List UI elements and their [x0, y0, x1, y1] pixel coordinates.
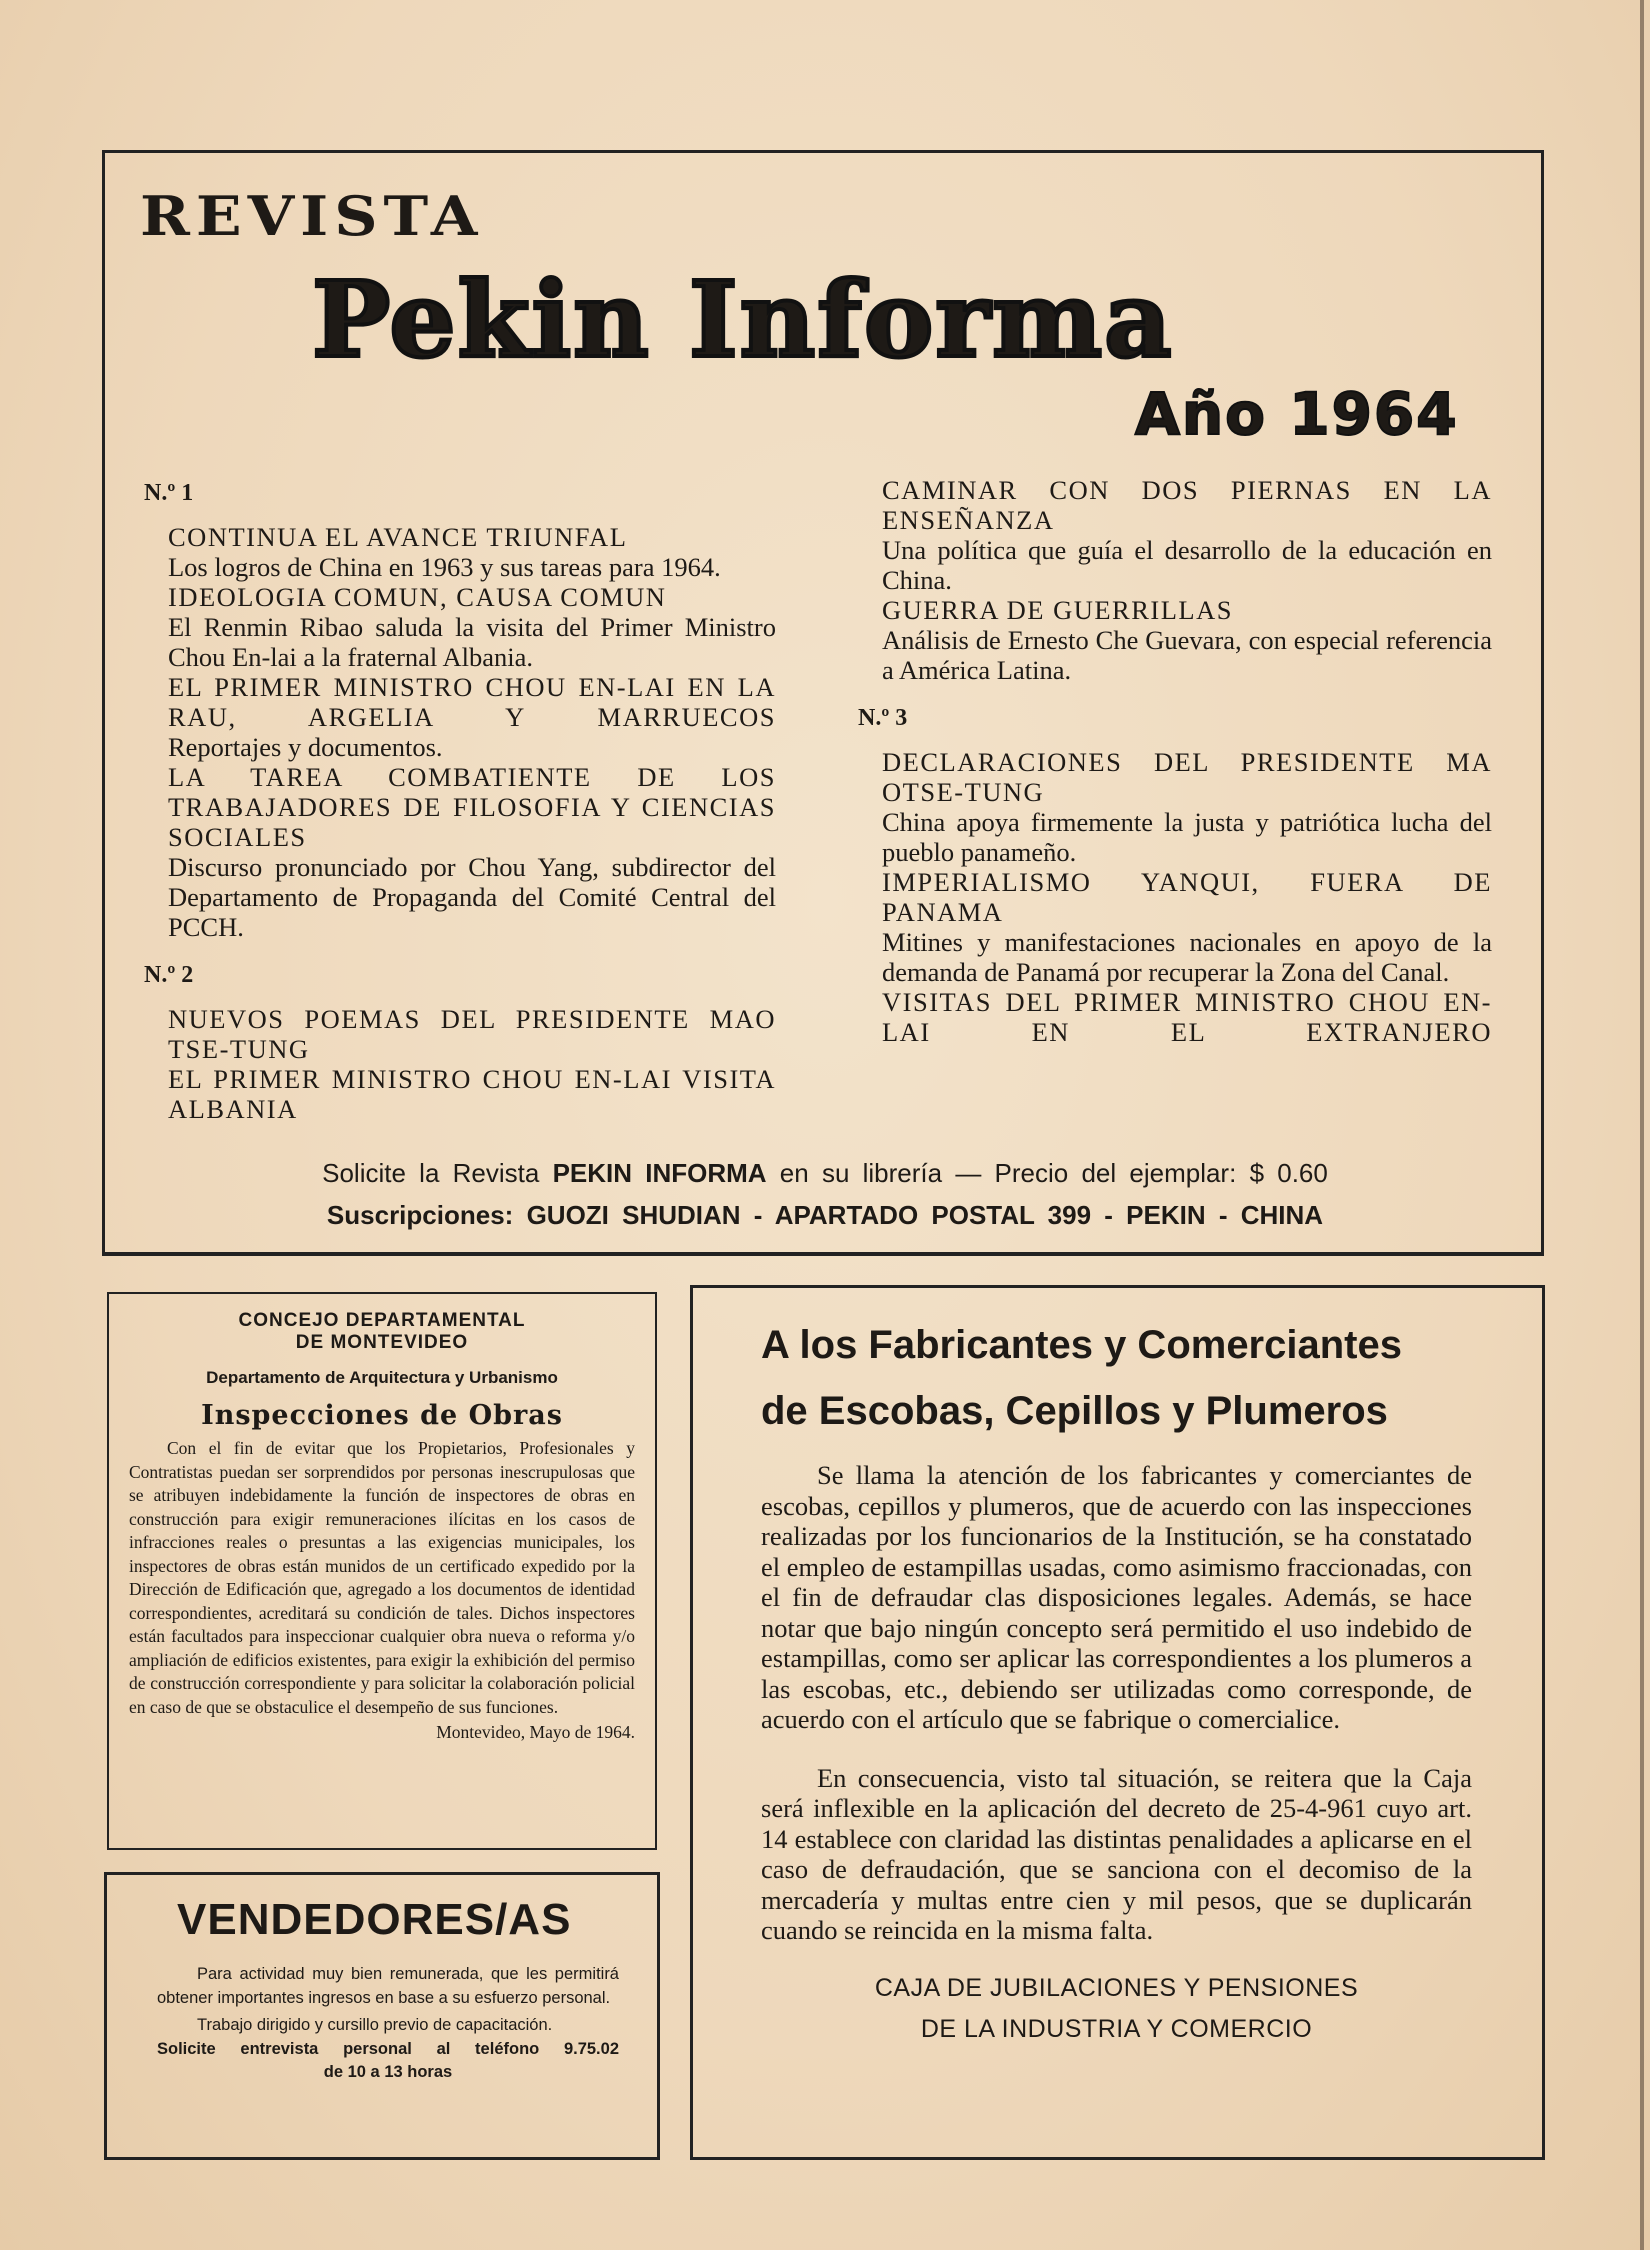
concejo-dept: Departamento de Arquitectura y Urbanismo: [206, 1368, 558, 1387]
article-heading: GUERRA DE GUERRILLAS: [882, 595, 1233, 625]
subscription-pre: Suscripciones:: [326, 1200, 514, 1230]
concejo-body: Con el fin de evitar que los Propietarios, Profesionales y Contratistas puedan ser sorprendidos por personas inescrupulosas que se atribuyen indebidamente la función de inspectores de obras en construcción para exigir remuneraciones ilícitas en los casos de infracciones reales o presuntas a las exigencias municipales, los inspectores de obras están munidos de un certificado expedido por la Dirección de Edificación que, agregado a los documentos de identidad correspondientes, acreditará su condición de tales. Dichos inspectores están facultados para inspeccionar cualquier obra nueva o reforma y/o ampliación de edificios existentes, para exigir la exhibición del permiso de construcción correspondiente y para solicitar la colaboración policial en caso de que se obstaculice el desempeño de sus funciones.: [129, 1438, 635, 1717]
caja-ad: [690, 1285, 1545, 2160]
article-heading: VISITAS DEL PRIMER MINISTRO CHOU EN-LAI EN EL EXTRANJERO: [882, 987, 1492, 1047]
caja-paragraph-2: En consecuencia, visto tal situación, se reitera que la Caja será inflexible en la aplicación del decreto de 25-4-961 cuyo art. 14 establece con claridad las distintas penalidades a aplicarse en el caso de defraudación, que se sanciona con el decomiso de la mercadería y multas entre cien y mil pesos, que se duplicarán cuando se reincida en la misma falta.: [761, 1762, 1472, 1945]
concejo-ad: [107, 1292, 657, 1850]
article-heading: LA TAREA COMBATIENTE DE LOS TRABAJADORES DE FILOSOFIA Y CIENCIAS SOCIALES: [168, 762, 776, 852]
article-text: Reportajes y documentos.: [168, 732, 443, 762]
article-text: Los logros de China en 1963 y sus tareas para 1964.: [168, 552, 721, 582]
article-heading: EL PRIMER MINISTRO CHOU EN-LAI VISITA ALBANIA: [168, 1064, 776, 1124]
article-text: Una política que guía el desarrollo de la educación en China.: [882, 535, 1492, 595]
order-pre: Solicite la Revista: [322, 1158, 540, 1188]
article-heading: NUEVOS POEMAS DEL PRESIDENTE MAO TSE-TUNG: [168, 1004, 776, 1064]
article-heading: CAMINAR CON DOS PIERNAS EN LA ENSEÑANZA: [882, 475, 1492, 535]
concejo-title: Inspecciones de Obras: [201, 1400, 563, 1431]
subscription-text: GUOZI SHUDIAN - APARTADO POSTAL 399 - PEKIN - CHINA: [526, 1200, 1324, 1230]
article-heading: IMPERIALISMO YANQUI, FUERA DE PANAMA: [882, 867, 1492, 927]
order-price: $ 0.60: [1249, 1158, 1328, 1188]
right-page-edge: [1640, 0, 1644, 2250]
article-heading: IDEOLOGIA COMUN, CAUSA COMUN: [168, 582, 667, 612]
vendedores-hours: de 10 a 13 horas: [323, 2063, 453, 2081]
article-text: China apoya firmemente la justa y patriótica lucha del pueblo panameño.: [882, 807, 1492, 867]
order-line: [0, 1158, 1650, 1189]
vendedores-title: VENDEDORES/AS: [177, 1895, 572, 1944]
article-heading: EL PRIMER MINISTRO CHOU EN-LAI EN LA RAU, ARGELIA Y MARRUECOS: [168, 672, 776, 732]
issue-number: N.º 2: [144, 962, 194, 988]
order-magazine-name: PEKIN INFORMA: [552, 1158, 767, 1188]
concejo-org: CONCEJO DEPARTAMENTAL DE MONTEVIDEO: [238, 1310, 526, 1353]
issue-number: N.º 3: [858, 705, 908, 731]
vendedores-contact: Solicite entrevista personal al teléfono 9.75.02: [157, 2039, 619, 2058]
caja-signature-1: CAJA DE JUBILACIONES Y PENSIONES: [874, 1973, 1359, 2002]
subscription-line: [0, 1200, 1650, 1231]
vendedores-p2: Trabajo dirigido y cursillo previo de capacitación.: [197, 2016, 553, 2034]
concejo-signature: Montevideo, Mayo de 1964.: [436, 1722, 635, 1742]
left-column: [144, 460, 776, 1124]
magazine-title: Pekin Informa: [312, 258, 1174, 381]
caja-paragraph-1: Se llama la atención de los fabricantes y comerciantes de escobas, cepillos y plumeros, que de acuerdo con las inspecciones realizadas por los funcionarios de la Institución, se ha constatado el empleo de estampillas usadas, como asimismo fraccionadas, con el fin de defraudar clas disposiciones legales. Además, se hace notar que bajo ningún concepto será permitido el uso indebido de estampillas, como ser aplicar las correspondientes a los plumeros a las escobas, etc., debiendo ser utilizadas como corresponde, de acuerdo con el artículo que se fabrique o comercialice.: [761, 1460, 1472, 1734]
article-text: Discurso pronunciado por Chou Yang, subdirector del Departamento de Propaganda del Comité Central del PCCH.: [168, 852, 776, 942]
vendedores-ad: [104, 1872, 660, 2160]
vendedores-p1: Para actividad muy bien remunerada, que les permitirá obtener importantes ingresos en base a su esfuerzo personal.: [157, 1965, 619, 2007]
caja-title-1: A los Fabricantes y Comerciantes: [761, 1323, 1402, 1367]
magazine-label: REVISTA: [140, 185, 484, 249]
issue-number: N.º 1: [144, 480, 194, 506]
caja-signature-2: DE LA INDUSTRIA Y COMERCIO: [920, 2014, 1313, 2043]
article-heading: DECLARACIONES DEL PRESIDENTE MA OTSE-TUNG: [882, 747, 1492, 807]
article-text: Mitines y manifestaciones nacionales en apoyo de la demanda de Panamá por recuperar la Zona del Canal.: [882, 927, 1492, 987]
article-text: El Renmin Ribao saluda la visita del Primer Ministro Chou En-lai a la fraternal Albania.: [168, 612, 776, 672]
magazine-year: Año 1964: [1135, 380, 1459, 448]
order-mid: en su librería — Precio del ejemplar:: [779, 1158, 1237, 1188]
right-column: [858, 475, 1492, 1047]
caja-title-2: de Escobas, Cepillos y Plumeros: [761, 1389, 1388, 1433]
article-heading: CONTINUA EL AVANCE TRIUNFAL: [168, 522, 628, 552]
article-text: Análisis de Ernesto Che Guevara, con especial referencia a América Latina.: [882, 625, 1492, 685]
